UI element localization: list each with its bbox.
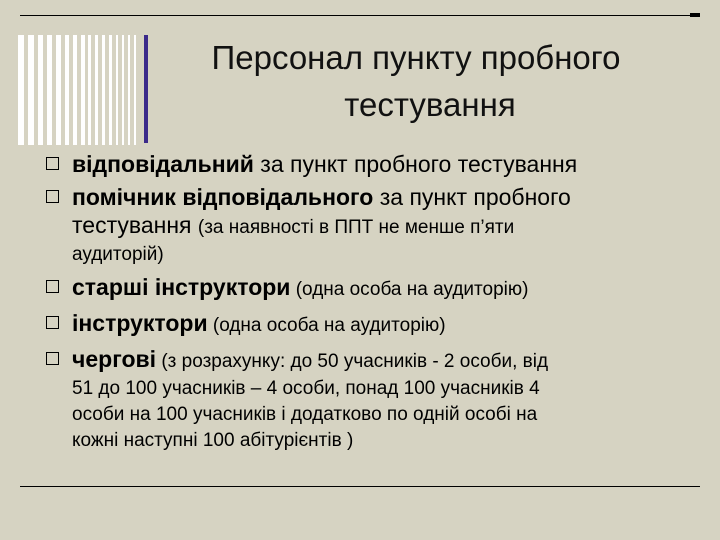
item-note: (за наявності в ППТ не менше п’яти bbox=[197, 217, 515, 238]
item-bold: відповідальний bbox=[72, 151, 254, 177]
top-rule bbox=[20, 15, 700, 16]
square-bullet-icon bbox=[46, 280, 59, 293]
item-note: (з розрахунку: до 50 учасників - 2 особи, від bbox=[156, 351, 549, 372]
item-note-line3: аудиторій) bbox=[72, 244, 164, 265]
item-bold: помічник відповідального bbox=[72, 184, 374, 210]
bullet-list bbox=[46, 150, 706, 459]
square-bullet-icon bbox=[46, 157, 59, 170]
top-rule-marker bbox=[690, 13, 700, 17]
item-bold: старші інструктори bbox=[72, 274, 291, 300]
title-line-1: Персонал пункту пробного bbox=[211, 39, 621, 76]
decorative-stripes bbox=[18, 35, 148, 145]
list-item bbox=[46, 150, 706, 178]
item-note-line3: особи на 100 учасників і додатково по одній особі на bbox=[72, 404, 538, 425]
item-note-line4: кожні наступні 100 абітурієнтів ) bbox=[72, 430, 354, 451]
bottom-rule bbox=[20, 486, 700, 487]
item-note: (одна особа на аудиторію) bbox=[290, 279, 529, 300]
page-title bbox=[130, 34, 690, 128]
item-note-line2: 51 до 100 учасників – 4 особи, понад 100 учасників 4 bbox=[72, 378, 540, 399]
title-line-2: тестування bbox=[344, 86, 516, 123]
list-item bbox=[46, 273, 706, 304]
item-note: (одна особа на аудиторію) bbox=[207, 315, 446, 336]
item-bold: інструктори bbox=[72, 310, 208, 336]
item-text-line2: тестування bbox=[72, 212, 198, 238]
list-item bbox=[46, 345, 706, 454]
square-bullet-icon bbox=[46, 316, 59, 329]
square-bullet-icon bbox=[46, 190, 59, 203]
list-item bbox=[46, 309, 706, 340]
item-bold: чергові bbox=[72, 346, 157, 372]
item-text: за пункт пробного bbox=[373, 184, 571, 210]
square-bullet-icon bbox=[46, 352, 59, 365]
item-text: за пункт пробного тестування bbox=[253, 151, 578, 177]
list-item bbox=[46, 183, 706, 268]
